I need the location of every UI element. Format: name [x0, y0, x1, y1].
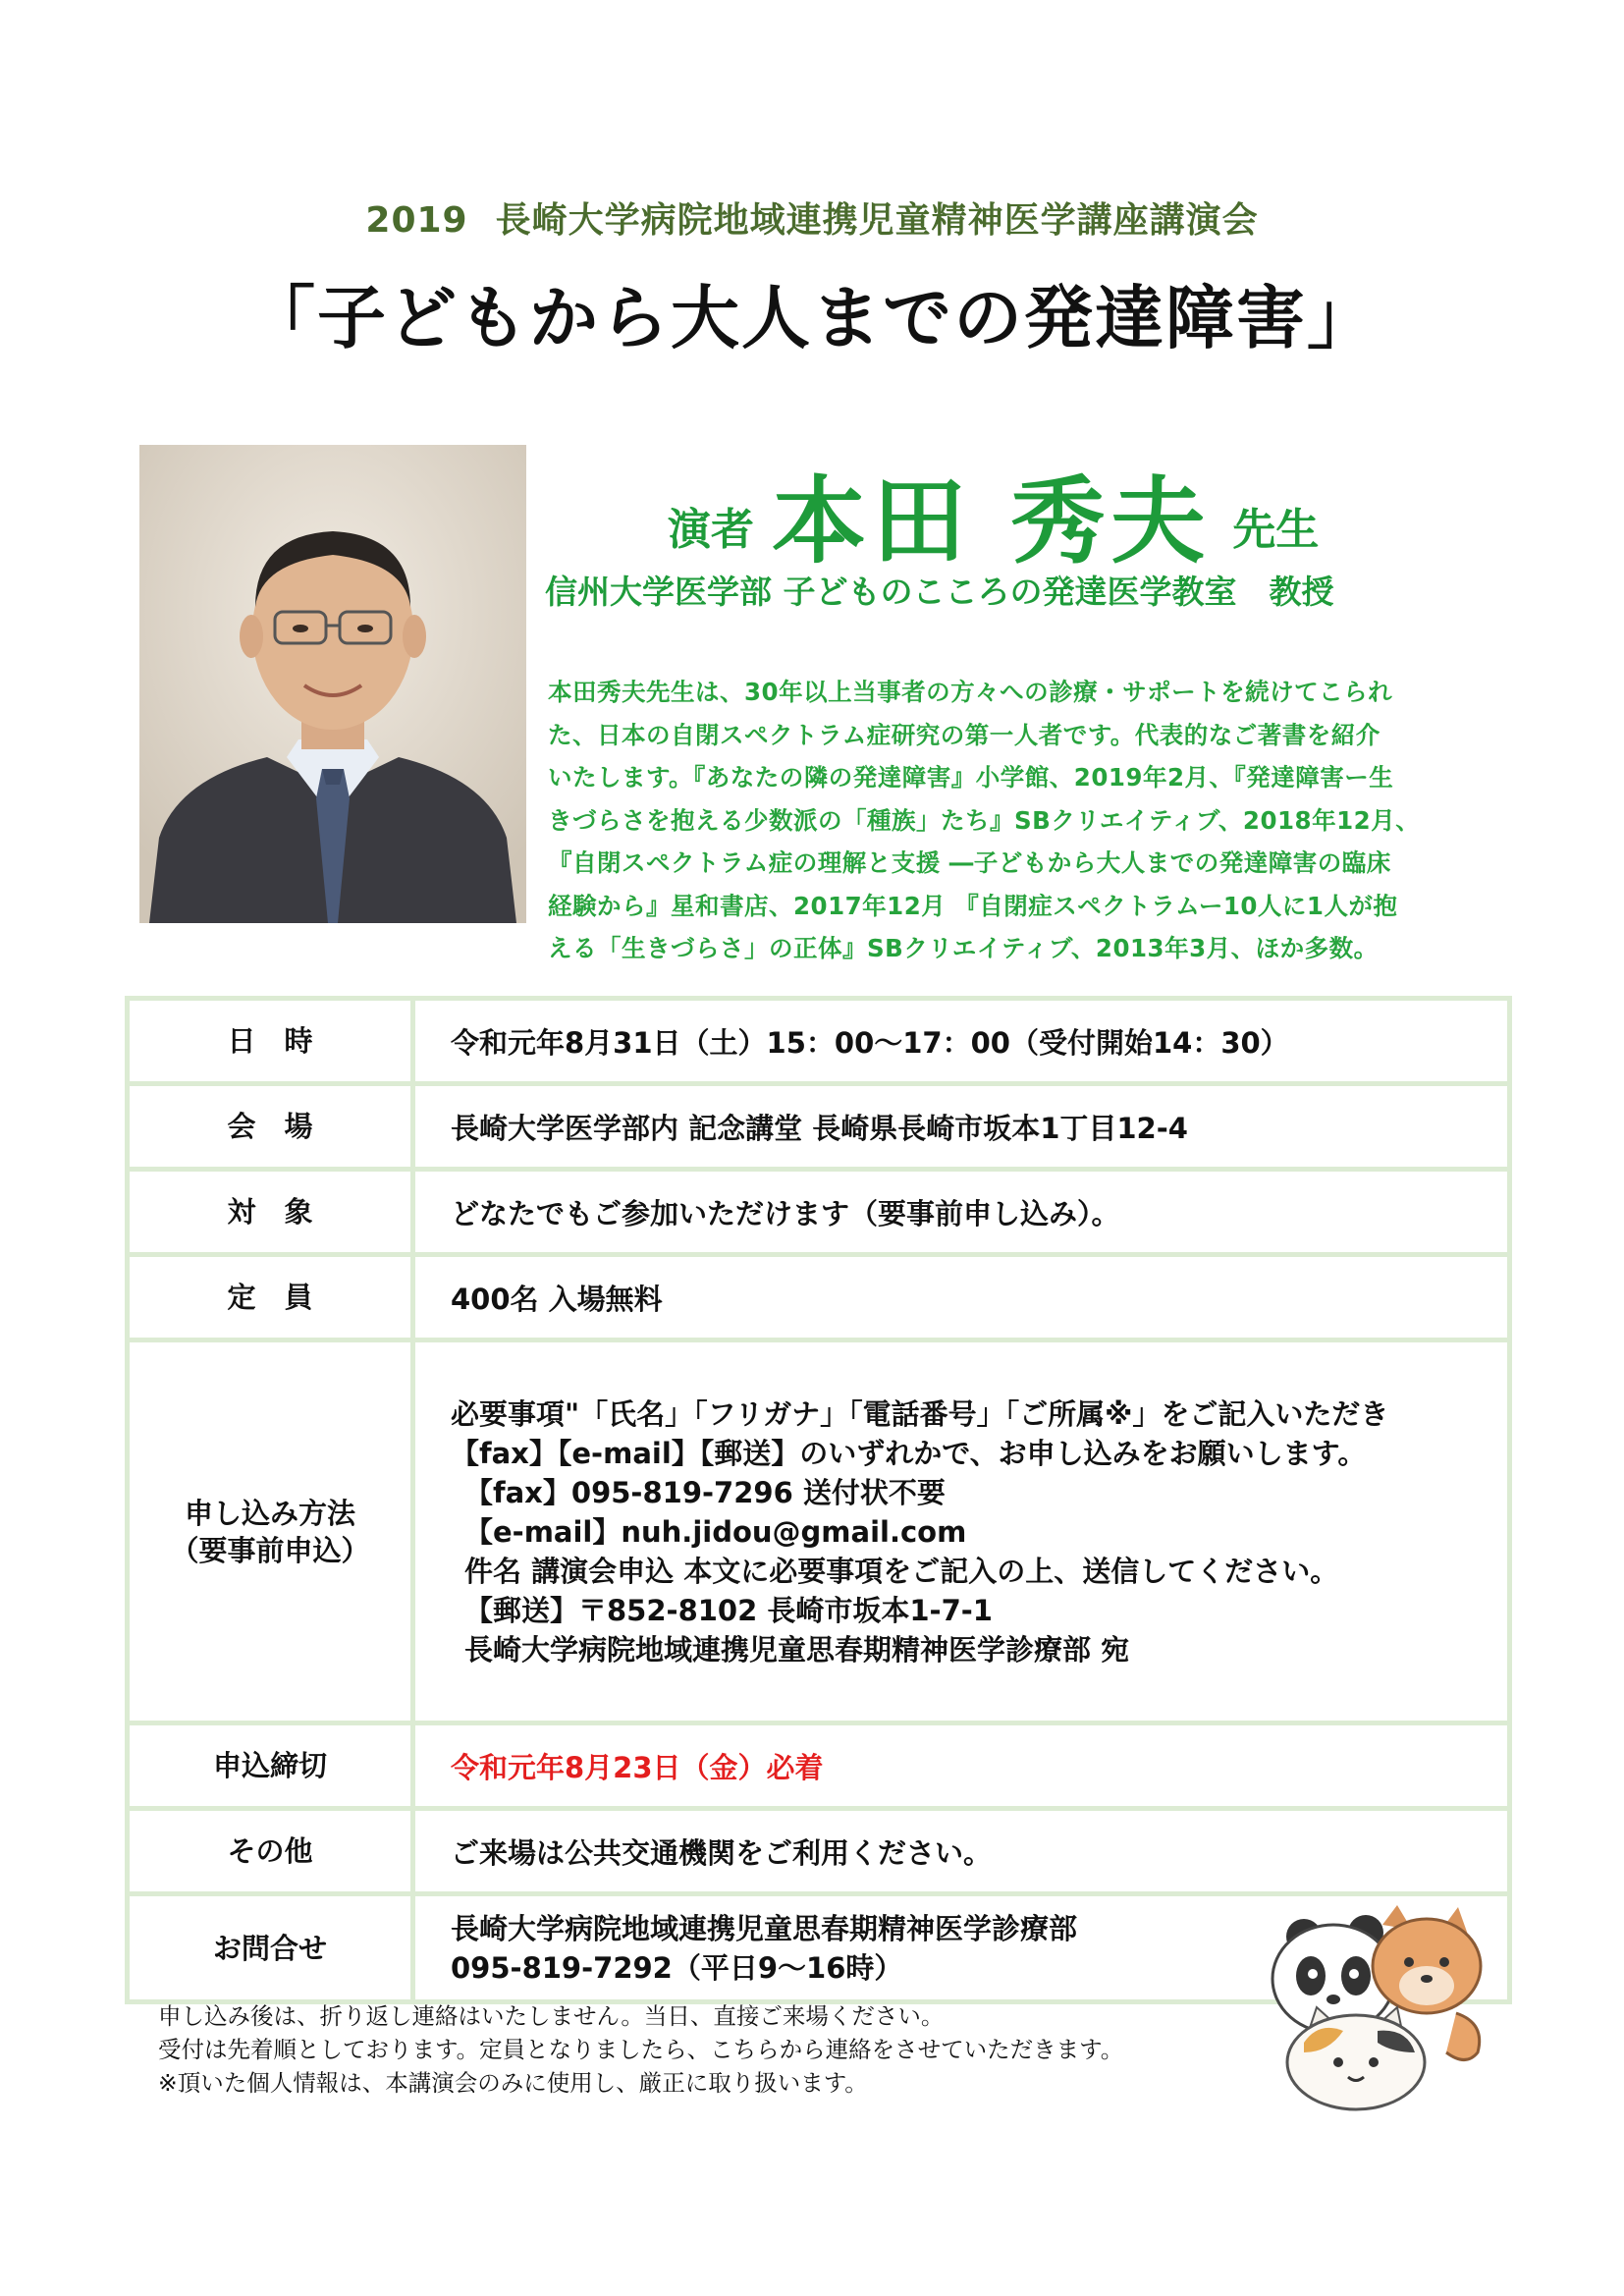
apply-email-subject: 件名 講演会申込 本文に必要事項をご記入の上、送信してください。	[464, 1554, 1339, 1588]
bio-line: 『自閉スペクトラム症の理解と支援 ―子どもから大人までの発達障害の臨床	[548, 848, 1391, 877]
mascot-animals-icon	[1250, 1905, 1495, 2111]
speaker-name: 本田 秀夫	[772, 466, 1212, 576]
lecture-title: 「子どもから大人までの発達障害」	[246, 278, 1378, 358]
contact-line: 長崎大学病院地域連携児童思春期精神医学診療部	[451, 1911, 1078, 1945]
table-row	[128, 1723, 1510, 1809]
event-series-heading	[0, 192, 1624, 243]
row-value-deadline: 令和元年8月23日（金）必着	[413, 1723, 1510, 1809]
row-key-date: 日 時	[128, 999, 413, 1084]
event-series: 長崎大学病院地域連携児童精神医学講座講演会	[495, 200, 1259, 241]
note-line: 申し込み後は、折り返し連絡はいたしません。当日、直接ご来場ください。	[158, 2002, 945, 2030]
event-info-table	[125, 996, 1512, 2004]
table-row	[128, 1084, 1510, 1170]
speaker-photo	[139, 445, 526, 923]
bio-line: きづらさを抱える少数派の「種族」たち』SBクリエイティブ、2018年12月、	[548, 805, 1421, 835]
apply-postal: 【郵送】〒852-8102 長崎市坂本1-7-1	[464, 1593, 993, 1627]
speaker-bio	[548, 671, 1481, 970]
apply-line: 【fax】【e-mail】【郵送】のいずれかで、お申し込みをお願いします。	[451, 1436, 1367, 1470]
row-value-capacity: 400名 入場無料	[413, 1255, 1510, 1340]
row-value-venue: 長崎大学医学部内 記念講堂 長崎県長崎市坂本1丁目12-4	[413, 1084, 1510, 1170]
row-value-apply	[413, 1340, 1510, 1723]
bio-line: た、日本の自閉スペクトラム症研究の第一人者です。代表的なご著書を紹介	[548, 720, 1380, 749]
apply-key-line: （要事前申込）	[170, 1533, 370, 1567]
speaker-heading	[668, 447, 1551, 581]
apply-email: 【e-mail】nuh.jidou@gmail.com	[464, 1514, 967, 1549]
mascot-illustration	[1250, 1905, 1495, 2111]
row-value-audience: どなたでもご参加いただけます（要事前申し込み）。	[413, 1170, 1510, 1255]
bio-line: 経験から』星和書店、2017年12月 『自閉症スペクトラムー10人に1人が抱	[548, 891, 1398, 920]
note-line: 受付は先着順としております。定員となりましたら、こちらから連絡をさせていただきます。	[158, 2036, 1124, 2063]
speaker-portrait-illustration	[139, 445, 526, 923]
contact-phone: 095-819-7292（平日9〜16時）	[451, 1950, 903, 1985]
table-row-apply	[128, 1340, 1510, 1723]
speaker-honorific: 先生	[1232, 505, 1320, 555]
speaker-affiliation: 信州大学医学部 子どものこころの発達医学教室 教授	[545, 573, 1334, 611]
table-row	[128, 1170, 1510, 1255]
event-year: 2019	[365, 200, 468, 241]
bio-line: 本田秀夫先生は、30年以上当事者の方々への診療・サポートを続けてこられ	[548, 678, 1393, 706]
row-key-capacity: 定 員	[128, 1255, 413, 1340]
row-value-other: ご来場は公共交通機関をご利用ください。	[413, 1809, 1510, 1894]
row-key-audience: 対 象	[128, 1170, 413, 1255]
bio-line: いたします。『あなたの隣の発達障害』小学館、2019年2月、『発達障害ー生	[548, 763, 1394, 792]
row-key-deadline: 申込締切	[128, 1723, 413, 1809]
note-line: ※頂いた個人情報は、本講演会のみに使用し、厳正に取り扱います。	[158, 2069, 868, 2097]
table-row	[128, 1809, 1510, 1894]
table-row	[128, 1255, 1510, 1340]
row-key-contact: お問合せ	[128, 1894, 413, 2002]
speaker-label: 演者	[668, 505, 754, 555]
table-row	[128, 999, 1510, 1084]
apply-key-line: 申し込み方法	[184, 1496, 355, 1530]
notes	[158, 1999, 1123, 2100]
row-value-date: 令和元年8月31日（土）15：00〜17：00（受付開始14：30）	[413, 999, 1510, 1084]
apply-fax: 【fax】095-819-7296 送付状不要	[464, 1475, 946, 1509]
apply-line: 必要事項"「氏名」「フリガナ」「電話番号」「ご所属※」をご記入いただき	[451, 1396, 1389, 1431]
apply-postal-recipient: 長崎大学病院地域連携児童思春期精神医学診療部 宛	[464, 1632, 1130, 1667]
bio-line: える「生きづらさ」の正体』SBクリエイティブ、2013年3月、ほか多数。	[548, 934, 1379, 962]
row-key-venue: 会 場	[128, 1084, 413, 1170]
row-key-apply	[128, 1340, 413, 1723]
row-key-other: その他	[128, 1809, 413, 1894]
